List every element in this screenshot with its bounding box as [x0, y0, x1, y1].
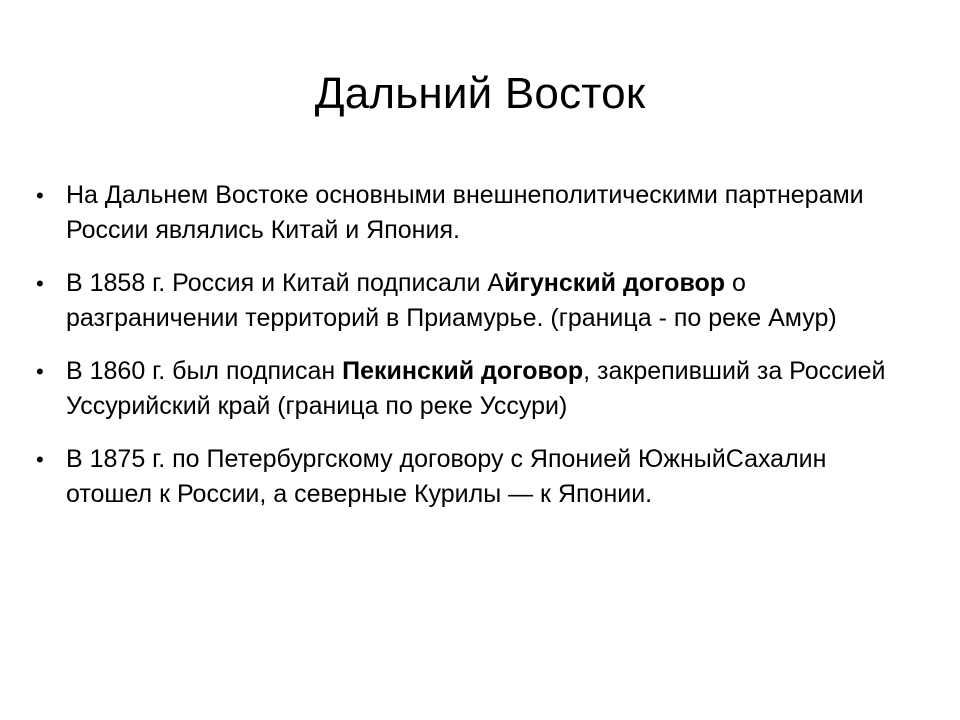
bullet-dot-icon: • — [36, 359, 44, 384]
bullet-dot-icon: • — [36, 271, 44, 296]
bullet-item-3 — [34, 354, 894, 424]
bullet-bold-term: Пекинский договор — [342, 357, 584, 385]
bullet-text: В 1875 г. по Петербургскому договору с Японией ЮжныйСахалин отошел к России, а северные Курилы — к Японии. — [66, 445, 827, 508]
bullet-text: В 1858 г. Россия и Китай подписали А — [66, 269, 505, 297]
bullet-text-after: , закрепивший за Россией Уссурийский край (граница по реке Уссури) — [66, 357, 886, 420]
bullet-bold-term: йгунский договор — [504, 269, 726, 297]
bullet-text: На Дальнем Востоке основными внешнеполитическими партнерами России являлись Китай и Япония. — [66, 181, 864, 244]
bullet-text: В 1860 г. был подписан — [66, 357, 343, 385]
bullet-item-4 — [34, 442, 894, 512]
bullet-item-2 — [34, 266, 894, 336]
bullet-dot-icon: • — [36, 447, 44, 472]
bullet-dot-icon: • — [36, 183, 44, 208]
slide-title: Дальний Восток — [314, 69, 646, 118]
bullet-text-after: о разграничении территорий в Приамурье. (граница - по реке Амур) — [66, 269, 837, 332]
bullet-item-1 — [34, 178, 894, 248]
bullet-list — [34, 178, 894, 512]
